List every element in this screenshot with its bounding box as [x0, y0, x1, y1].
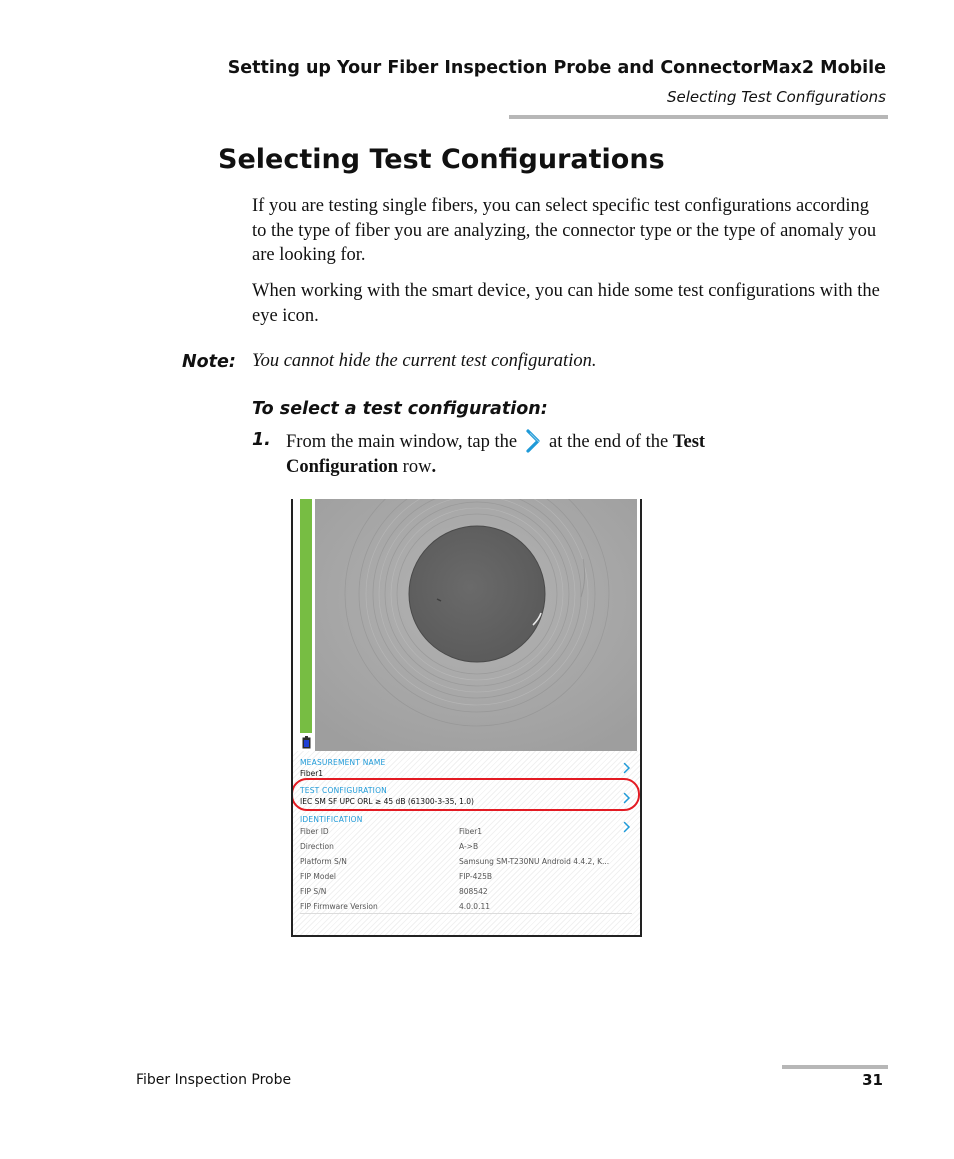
page-number: 31 [862, 1071, 883, 1089]
identification-label: FIP Model [300, 872, 336, 881]
identification-value: FIP-425B [459, 872, 493, 881]
footer-rule [782, 1065, 888, 1069]
step-bold-term: Test Configuration [286, 432, 706, 477]
measurement-name-value: Fiber1 [300, 769, 324, 778]
identification-row [300, 887, 630, 901]
battery-icon [302, 736, 311, 749]
test-configuration-value: IEC SM SF UPC ORL ≥ 45 dB (61300-3-35, 1.0) [300, 797, 474, 806]
step-text-after: at the end of the [549, 432, 669, 452]
identification-caption: IDENTIFICATION [300, 815, 363, 824]
step-text-end: row [402, 457, 432, 477]
identification-value: A->B [459, 842, 479, 851]
measurement-info-panel [293, 751, 640, 936]
smart-device-paragraph: When working with the smart device, you can hide some test configurations with the eye icon. [252, 281, 880, 326]
step-number: 1. [252, 430, 271, 450]
identification-value: Samsung SM-T230NU Android 4.4.2, K... [459, 857, 610, 866]
procedure-title: To select a test configuration: [252, 399, 548, 419]
identification-value: 4.0.0.11 [459, 902, 491, 911]
note-label: Note: [182, 352, 236, 372]
intro-paragraph: If you are testing single fibers, you can select specific test configurations according to the type of fiber you are analyzing, the connector type or the type of anomaly you are looking for. [252, 196, 877, 265]
page-title: Selecting Test Configurations [218, 144, 665, 175]
footer-product-name: Fiber Inspection Probe [136, 1072, 292, 1088]
identification-label: Platform S/N [300, 857, 347, 866]
identification-row [300, 827, 630, 841]
header-rule [509, 115, 888, 119]
identification-label: FIP Firmware Version [300, 902, 378, 911]
identification-value: 808542 [459, 887, 488, 896]
note-text: You cannot hide the current test configuration. [252, 351, 597, 371]
test-configuration-caption: TEST CONFIGURATION [300, 786, 387, 795]
chevron-right-icon[interactable] [623, 761, 631, 773]
app-screenshot [291, 499, 642, 937]
running-header-chapter: Setting up Your Fiber Inspection Probe and ConnectorMax2 Mobile [227, 58, 886, 78]
step-text-before: From the main window, tap the [286, 432, 518, 452]
measurement-name-caption: MEASUREMENT NAME [300, 758, 386, 767]
panel-divider [300, 913, 632, 914]
identification-row [300, 842, 630, 856]
running-header-section: Selecting Test Configurations [666, 88, 886, 106]
step-text [286, 428, 806, 480]
identification-label: Direction [300, 842, 334, 851]
pass-status-bar [300, 499, 312, 733]
identification-value: Fiber1 [459, 827, 483, 836]
chevron-right-icon[interactable] [623, 791, 631, 803]
identification-row [300, 872, 630, 886]
identification-label: Fiber ID [300, 827, 329, 836]
step-period: . [431, 457, 437, 477]
chevron-right-icon [523, 428, 545, 454]
identification-row [300, 857, 630, 871]
identification-label: FIP S/N [300, 887, 327, 896]
fiber-end-face-image [315, 499, 637, 751]
